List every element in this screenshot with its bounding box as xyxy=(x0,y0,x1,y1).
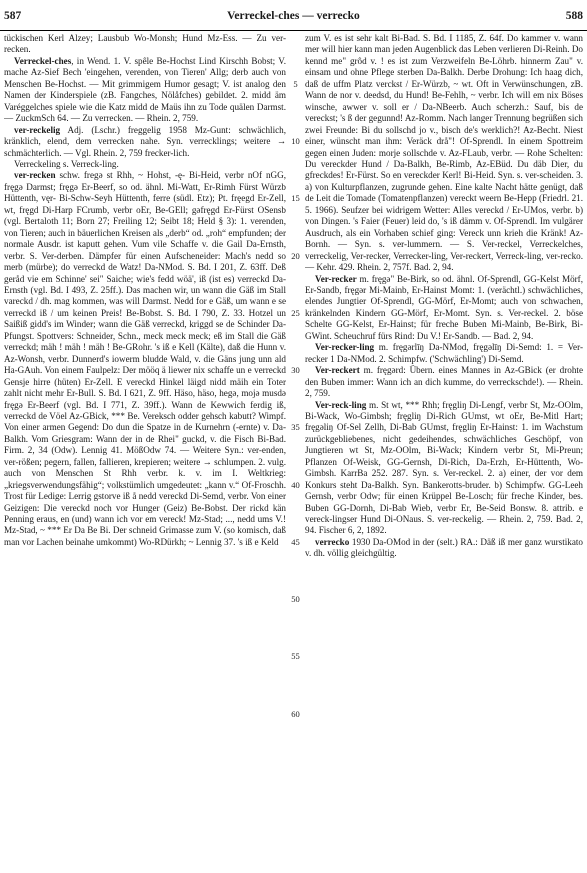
dictionary-entry xyxy=(305,537,583,560)
entry-text: m. fręgə" Be-Birk, so od. ähnl. Of-Sprendl, GG-Kelst Mörf, Er-Sandb, fręgər Mi-Mainb, Er-Hainst Momt: 1. (verächtl.) schwächliches, elendes Jungtier Of-Sprendl, GG-Mörf, Er-Momt; auch von schwachen, kränkelnden Kindern GG-Mörf, Er-Momt. Syn. s. Ver-reckel. 2. böse Schelte GG-Kelst, Er-Hainst; für freche Buben Mi-Mainb, Be-Birk, Bi-GWint. Scheuchruf fürs Rind: Du V.! Er-Sandb. — Bad. 2, 94. xyxy=(305,273,583,341)
line-number: 30 xyxy=(291,365,300,376)
dictionary-entry xyxy=(305,274,583,343)
entry-text: schw. fregə st Rhh, ~ Hohst, -ę- Bi-Heid, verbr nOf nGG, fręgə Darmst; fręgə Er-Beerf, so od. ähnl. Mi-Watt, Er-Rimh Fürst Würzb Hüttenth, vęr- Bi-Schw-Seyh Hüttenth, ferre (südl. Etz); Pt. fręegd Er-Zell, wt, fręgd Di-Harp FCrumb, verbr oEr, Be-GEll; gəfręgd Er-Fürst OSensb (vgl. Bertaloth 11; Born 27; Freiling 12; Seibt 18; Held § 3): 1. verenden, von Tieren; auch in bäuerlichen Kreisen als „derb“ od. „roh“ empfunden; der normale Ausdr. ist kaputt gehen. Vum vile Schaffe v. die Gail Da-Ernsth, verbr. S. Ver-derben. Dämpfer für einen Aufscheneider: Mach's nedd so merb (mürbe); do verreckd de Watz! Da-NMod. S. Bd. I 201, Z. 63ff. Deß geråd vie em Schinne' sei" Saiche; wie's fedd wöä', iß (ist es) verreckd Da-Ernsth (vgl. Bd. I 493, Z. 25ff.). Das machen wir, un wann die Gäß im Stall vareckd / dh. mag kommen, was will Darmst. Nedd for e Gäß, um wann e se verreckd iß / um keinen Preis! Be-Bobst. S. Bd. I 790, Z. 33. Hotzel un Saißiß gidd's im Winder; wann die Gäß verreckd, kriggd se de Schinder Da-Pfungst. Spottvers: Schneider, Schn., meck meck meck; eß im Stall die Gäß verreckd; mäh ! mäh ! mäh ! Be-GRohr. 's iß e Kell (Kälte), daß die Hunn v. Az-Wonsh, verbr. Dunnerd's iowerm bludde Wald, v. die Gäns jung unn ald Ha-GAuh. Von einem Faulpelz: Der mööq ä liewer nix schaffe un e verreckd Gensje hirre (hüten) Er-Zell. E vereckd Hinkel läigd nidd mäih ein Toter zahlt nicht mehr Er-Bull. S. Bd. I 621, Z. 9ff. Häso, häso, hegə, mojə musdə fręgə Er-Beerf (vgl. Bd. I 771, Z. 39ff.). Wann de Kewwich ferdig iß, verreckd de Vöel Az-GBick, *** Be. Vereksch odder gehsch kabutt? Wimpf. Von einer armen Gegend: Do dun die Spatze in de Kurnehrn (-ernte) v. Da-Balkh. Vom Griesgram: Wann der in de Rhei" guckd, v. die Fisch Bi-Bad. Firm. 2, 34 (Odw). Lennig 41. MößOdw 74. — Weitere Syn.: ver-enden, ver-rößen; pegern, fallen, fallieren, krepieren; weitere → schlumpen. 2. vulg. auch von Menschen St Rhh verbr. k. v. im I. Weltkrieg: „kriegsverwendungsfähig“; volkstümlich umgedeutet: „kann v.“ Of-Froschh. Trost für Ledige: Lerrig gstorve iß å nedd vereckd Di-Semd, verbr. Von einer Geizigen: Die vereckd noch vor Hunger (Geiz) Be-Bobst. Der rickd kän Penning eraus, en (und) wann ich vor em vereck! Mz-Stad; ..., nedd ums V.! Mz-Stad, ~ *** Er Da Be Bi. Der schneid Grimasse zum V. (so komisch, daß man vor Lachen beinahe umkommt) Wo-RDürkh; ~ Lennig 37. 's iß e Keld xyxy=(4,170,286,547)
left-column xyxy=(4,33,286,868)
dictionary-entry xyxy=(4,170,286,548)
dictionary-entry xyxy=(305,400,583,537)
entry-text: Adj. (Lschr.) freggelig 1958 Mz-Gunt: schwächlich, kränklich, elend, dem verrecken nahe. Syn. verrecklings; weitere → schmächterlich. — Vgl. Rhein. 2, 759 frecker-lich. xyxy=(4,124,286,158)
dictionary-entry xyxy=(305,365,583,399)
line-number: 55 xyxy=(291,651,300,662)
line-number: 20 xyxy=(291,250,300,261)
entry-text: m. fręgərlīŋ Da-NMod, fręgəlīŋ Di-Semd: 1. = Ver-recker 1 Da-NMod. 2. Schimpfw. ('Schwächling') Di-Semd. xyxy=(305,342,583,364)
line-number: 25 xyxy=(291,307,300,318)
dictionary-entry xyxy=(305,33,583,274)
entry-headword: Ver-reck-ling xyxy=(315,399,367,410)
entry-headword: ver-recken xyxy=(14,170,56,181)
entry-headword: verrecko xyxy=(315,536,350,547)
entry-text: m. fręgərd: Übern. eines Mannes in Az-GBick (er drohte den Buben immer: Wann ich an dich kumme, do verreckschde!). — Rhein. 2, 759. xyxy=(305,365,583,399)
line-number: 10 xyxy=(291,136,300,147)
dictionary-entry xyxy=(4,159,286,170)
line-number: 35 xyxy=(291,422,300,433)
entry-text: Verreckeling s. Verreck-ling. xyxy=(14,158,119,169)
entry-headword: Ver-reckert xyxy=(315,365,360,376)
entry-headword: Ver-recker-ling xyxy=(315,342,375,353)
entry-text: zum V. es ist sehr kalt Bi-Bad. S. Bd. I 1185, Z. 64f. Do kammer v. wann mer will hier kann man jeden Augenblick das Leben verlieren Di-Reinh. Do kennd me" grôd v. ! es ist zum Verzweifeln Be-Löhrb. hinnerm Zau" v. einsam und ohne Pflege sterben Da-Balkh. Derbe Drohung: Ich haag dich, daß de uffm Platz verckst / Er-Würzb, ~ wt. Oft in Verwünschungen, zB. Wann de nor v. deedsd, du Hund! Be-Fehlh, ~ verbr. Ich will em nix Böses winsche, awwer v. soll er / Da-NBeerb. Auch scherzh.: Sauf, bis de vereckst; 's ß der gegunnd! Az-Romm. Nach langer Trennung begrüßen sich zwei Freunde: Bi du sollschd jo v., bisch de's werklich?! Az-Becht. Niest einer, wünscht man ihm: Veräck drå"! Of-Sprendl. In einem Spottreim gegen einen Juden: morje sollschde v. Az-FLaub, verbr. — Rohe Schelten: Du vereckder Hund / Da-Balkh, Be-Rimb, Az-EBüd. Du däb Dier, du gfreckdes! Er-Fürst. So en vereckder Kerl! Bi-Heid. Syn. s. ver-scheiden. 3. a) von Kulturpflanzen, zugrunde gehen. Eine kalte Nacht hätte genügt, daß de Leit die Tomade (Tomatenpflanzen) vereckt weern Be-Hepp (Friedrl. 21. 5. 1966). Seufzer bei widrigem Wetter: Alles vereckd / Er-UMos, verbr. b) von Dingen. 's Faier (Feuer) leid do, 's iß dämm v. Of-Sprendl. Im vulgärer Ausdruch, als ein Vorhaben schief ging: Vereck unn krieh die Kränk! Az-Bornh. — Syn. s. ver-lummern. — S. Ver-reckel, Verreckelches, verreckelig, Ver-recker, Verrecker-ling, Ver-reckert, Verreck-ling, ver-recko. — Kehr. 429. Rhein. 2, 757f. Bad. 2, 94. xyxy=(305,33,583,273)
header-rule xyxy=(0,30,587,31)
running-header: Verreckel-ches — verrecko xyxy=(227,10,360,22)
page-number-right: 588 xyxy=(565,10,583,22)
dictionary-entry xyxy=(305,342,583,365)
entry-text: m. St wt, *** Rhh; fręgliŋ Di-Lengf, verbr St, Mz-OOlm, Bi-Wack, Wo-Gimbsh; fręgliŋ Di-Rich GUmst, wt oEr, Be-Mitl Hart; fręgəliŋ Of-Sel Zellh, Di-Bab GUmst, fręgliŋ Er-Hainst: 1. im Wachstum zurückgebliebenes, nicht gedeihendes, schwächliches Geschöpf, von Jungtieren wt St, Mz-OOlm, Bi-Wack; Kindern verbr St, Mi-Preun; Pflanzen Of-Weisk, GG-Gernsh, Di-Rich, Da-Erzh, Er-Hüttenth, Wo-Gimbsh. KarrBa 252. 287. Syn. s. Ver-reckel. 2. a) einer, der vor dem Konkurs steht Da-Balkh. Syn. Bankerotts-bruder. b) Schimpfw. GG-Leeh Gernsh, verbr Odw; für einen Krüppel Be-Losch; für freche Kinder, bes. Buben GG-Dornh, Di-Bab Wieb, verbr Er, Be-Seid Bonsw. 8. attrib. e vereck-lingser Hund Di-ONaus. S. ver-reckelig. — Rhein. 2, 759. Bad. 2, 94. Fischer 6, 2, 1892. xyxy=(305,399,583,536)
entry-headword: Verreckel-ches xyxy=(14,55,72,66)
page-number-left: 587 xyxy=(4,10,22,22)
right-column xyxy=(305,33,583,868)
entry-text: tückischen Kerl Alzey; Lausbub Wo-Monsh; Hund Mz-Ess. — Zu ver-recken. xyxy=(4,33,286,55)
line-number: 60 xyxy=(291,708,300,719)
entry-headword: Ver-recker xyxy=(315,273,357,284)
line-number: 15 xyxy=(291,193,300,204)
dictionary-entry xyxy=(4,56,286,125)
dictionary-entry xyxy=(4,125,286,159)
line-number: 50 xyxy=(291,594,300,605)
dictionary-entry xyxy=(4,33,286,56)
entry-text: 1930 Da-OMod in der (selt.) RA.: Däß iß mer ganz wurstikato v. dh. völlig gleichgültig. xyxy=(305,536,583,559)
entry-text: , in Wend. 1. V. spêle Be-Hochst Lind Kirschh Bobst; V. mache Az-Sief Bech 'eingehen, verenden, von Tieren' Allg; derb auch von Menschen Be-Hochst. — Mit grimmigem Humor gesagt; V. ist analog den Namen der Kinderspiele (zB. Fangches, Nölåfches) gebildet. 2. midd äm Varéggelches spiele wie die Katz midd de Maüs ihn zu Tode quälen Darmst. — ZuckmSch 64. — Zu verrecken. — Rhein. 2, 759. xyxy=(4,55,286,124)
line-number-gutter xyxy=(286,33,305,868)
line-number: 40 xyxy=(291,479,300,490)
line-number: 5 xyxy=(293,78,298,89)
entry-headword: ver-reckelig xyxy=(14,124,61,135)
line-number: 45 xyxy=(291,536,300,547)
